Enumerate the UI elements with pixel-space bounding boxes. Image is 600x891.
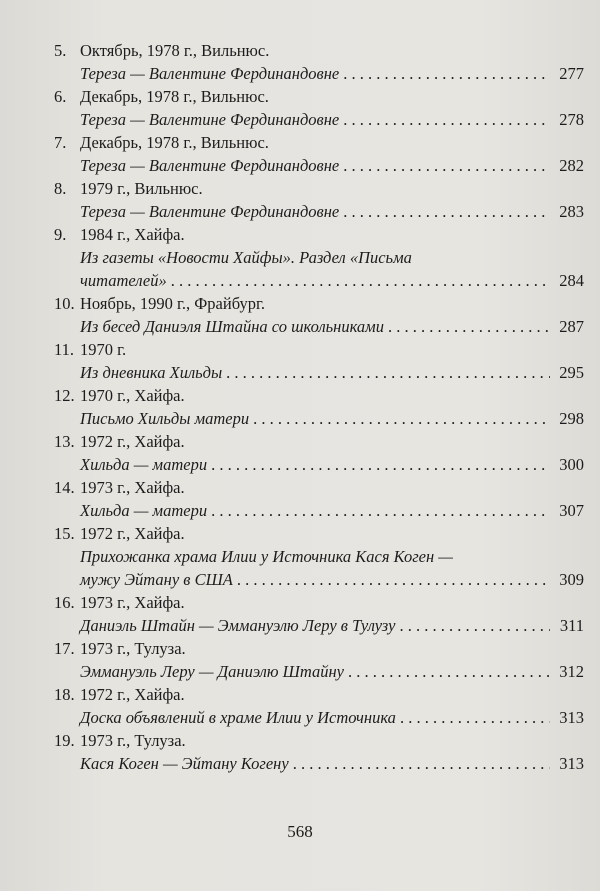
toc-entry-date-place: 1984 г., Хайфа. [80, 225, 185, 244]
toc-entry-title-line [54, 200, 584, 223]
leader-dots [226, 361, 550, 384]
toc-entry [54, 729, 584, 775]
leader-dots [237, 568, 550, 591]
toc-entry-page: 311 [559, 616, 584, 635]
toc-entry-heading [54, 729, 584, 752]
leader-dots [400, 706, 550, 729]
toc-entry-title-line [54, 154, 584, 177]
toc-entry-page: 287 [559, 317, 584, 336]
toc-entry-page: 295 [559, 363, 584, 382]
table-of-contents [54, 39, 584, 775]
toc-entry-title: Письмо Хильды матери [80, 409, 250, 428]
toc-entry-title-line [54, 660, 584, 683]
toc-entry-page: 278 [559, 110, 584, 129]
toc-entry-title: Хильда — матери [80, 501, 208, 520]
toc-entry-page: 313 [559, 754, 584, 773]
toc-entry-number: 13. [54, 432, 75, 451]
toc-entry-number: 5. [54, 41, 67, 60]
toc-entry-number: 15. [54, 524, 75, 543]
toc-entry-date-place: 1973 г., Хайфа. [80, 478, 185, 497]
toc-entry-title-line [54, 545, 584, 568]
toc-entry-page: 309 [559, 570, 584, 589]
toc-entry-date-place: 1970 г., Хайфа. [80, 386, 185, 405]
toc-entry-title: мужу Эйтану в США [80, 570, 233, 589]
toc-entry-number: 16. [54, 593, 75, 612]
toc-entry-heading [54, 223, 584, 246]
toc-entry-heading [54, 85, 584, 108]
toc-entry [54, 223, 584, 292]
leader-dots [293, 752, 550, 775]
toc-entry-date-place: Ноябрь, 1990 г., Фрайбург. [80, 294, 266, 313]
toc-entry-number: 18. [54, 685, 75, 704]
toc-entry [54, 430, 584, 476]
toc-entry-number: 12. [54, 386, 75, 405]
toc-entry-title: Доска объявлений в храме Илии у Источника [80, 708, 396, 727]
toc-entry-page: 277 [559, 64, 584, 83]
leader-dots [343, 200, 550, 223]
toc-entry-number: 17. [54, 639, 75, 658]
leader-dots [388, 315, 550, 338]
toc-entry-number: 6. [54, 87, 67, 106]
toc-entry-title: Прихожанка храма Илии у Источника Кася Коген — [80, 547, 453, 566]
toc-entry [54, 384, 584, 430]
toc-entry-page: 284 [559, 271, 584, 290]
toc-entry-date-place: 1972 г., Хайфа. [80, 432, 185, 451]
toc-entry-page: 298 [559, 409, 584, 428]
toc-entry-title-line [54, 315, 584, 338]
toc-entry-title: Кася Коген — Эйтану Когену [80, 754, 289, 773]
toc-entry-heading [54, 430, 584, 453]
toc-entry-title: Эммануэль Леру — Даниэлю Штайну [80, 662, 344, 681]
toc-entry-number: 7. [54, 133, 67, 152]
toc-entry-title-line [54, 614, 584, 637]
leader-dots [211, 499, 550, 522]
toc-entry-number: 8. [54, 179, 67, 198]
toc-entry-heading [54, 476, 584, 499]
toc-entry-title: читателей» [80, 271, 167, 290]
toc-entry-number: 9. [54, 225, 67, 244]
toc-entry [54, 177, 584, 223]
toc-entry-title: Из газеты «Новости Хайфы». Раздел «Письма [80, 248, 412, 267]
toc-entry-title: Тереза — Валентине Фердинандовне [80, 64, 340, 83]
toc-entry-date-place: Октябрь, 1978 г., Вильнюс. [80, 41, 270, 60]
toc-entry-title-line [54, 62, 584, 85]
toc-entry-date-place: Декабрь, 1978 г., Вильнюс. [80, 133, 269, 152]
toc-entry-heading [54, 683, 584, 706]
toc-entry-date-place: Декабрь, 1978 г., Вильнюс. [80, 87, 269, 106]
toc-entry-number: 14. [54, 478, 75, 497]
toc-entry [54, 683, 584, 729]
toc-entry-title-line [54, 752, 584, 775]
toc-entry-title: Из дневника Хильды [80, 363, 223, 382]
leader-dots [399, 614, 550, 637]
toc-entry-title: Тереза — Валентине Фердинандовне [80, 110, 340, 129]
toc-entry-title-line [54, 269, 584, 292]
leader-dots [211, 453, 550, 476]
toc-entry [54, 591, 584, 637]
toc-entry-page: 282 [559, 156, 584, 175]
leader-dots [171, 269, 550, 292]
toc-entry [54, 338, 584, 384]
toc-entry-title: Из бесед Даниэля Штайна со школьниками [80, 317, 384, 336]
page-number: 568 [287, 822, 313, 841]
toc-entry-title-line [54, 706, 584, 729]
toc-entry [54, 39, 584, 85]
toc-entry-number: 10. [54, 294, 75, 313]
toc-entry-page: 307 [559, 501, 584, 520]
toc-entry-title-line [54, 453, 584, 476]
toc-entry-title: Хильда — матери [80, 455, 208, 474]
leader-dots [343, 108, 550, 131]
toc-entry-title-line [54, 246, 584, 269]
toc-entry-heading [54, 292, 584, 315]
toc-entry [54, 292, 584, 338]
toc-entry-date-place: 1972 г., Хайфа. [80, 685, 185, 704]
toc-entry-date-place: 1970 г. [80, 340, 127, 359]
toc-entry [54, 637, 584, 683]
leader-dots [343, 62, 550, 85]
toc-entry-page: 312 [559, 662, 584, 681]
toc-entry-title-line [54, 108, 584, 131]
toc-entry-date-place: 1979 г., Вильнюс. [80, 179, 203, 198]
toc-entry-title: Даниэль Штайн — Эммануэлю Леру в Тулузу [80, 616, 396, 635]
leader-dots [343, 154, 550, 177]
toc-entry-title-line [54, 499, 584, 522]
toc-entry-date-place: 1973 г., Хайфа. [80, 593, 185, 612]
toc-entry [54, 85, 584, 131]
leader-dots [348, 660, 550, 683]
toc-entry-heading [54, 131, 584, 154]
toc-entry-heading [54, 591, 584, 614]
toc-entry [54, 522, 584, 591]
toc-entry-heading [54, 522, 584, 545]
toc-entry-title-line [54, 407, 584, 430]
toc-entry-title-line [54, 568, 584, 591]
toc-entry-date-place: 1973 г., Тулуза. [80, 639, 186, 658]
toc-entry-page: 283 [559, 202, 584, 221]
toc-entry-number: 11. [54, 340, 75, 359]
toc-entry-heading [54, 637, 584, 660]
toc-entry-page: 300 [559, 455, 584, 474]
toc-entry-title: Тереза — Валентине Фердинандовне [80, 202, 340, 221]
toc-entry-title: Тереза — Валентине Фердинандовне [80, 156, 340, 175]
toc-entry-heading [54, 338, 584, 361]
toc-entry-title-line [54, 361, 584, 384]
toc-entry-heading [54, 384, 584, 407]
toc-entry [54, 476, 584, 522]
toc-entry-heading [54, 177, 584, 200]
toc-entry-heading [54, 39, 584, 62]
toc-entry-date-place: 1973 г., Тулуза. [80, 731, 186, 750]
toc-entry [54, 131, 584, 177]
leader-dots [253, 407, 550, 430]
toc-entry-number: 19. [54, 731, 75, 750]
toc-entry-date-place: 1972 г., Хайфа. [80, 524, 185, 543]
toc-entry-page: 313 [559, 708, 584, 727]
